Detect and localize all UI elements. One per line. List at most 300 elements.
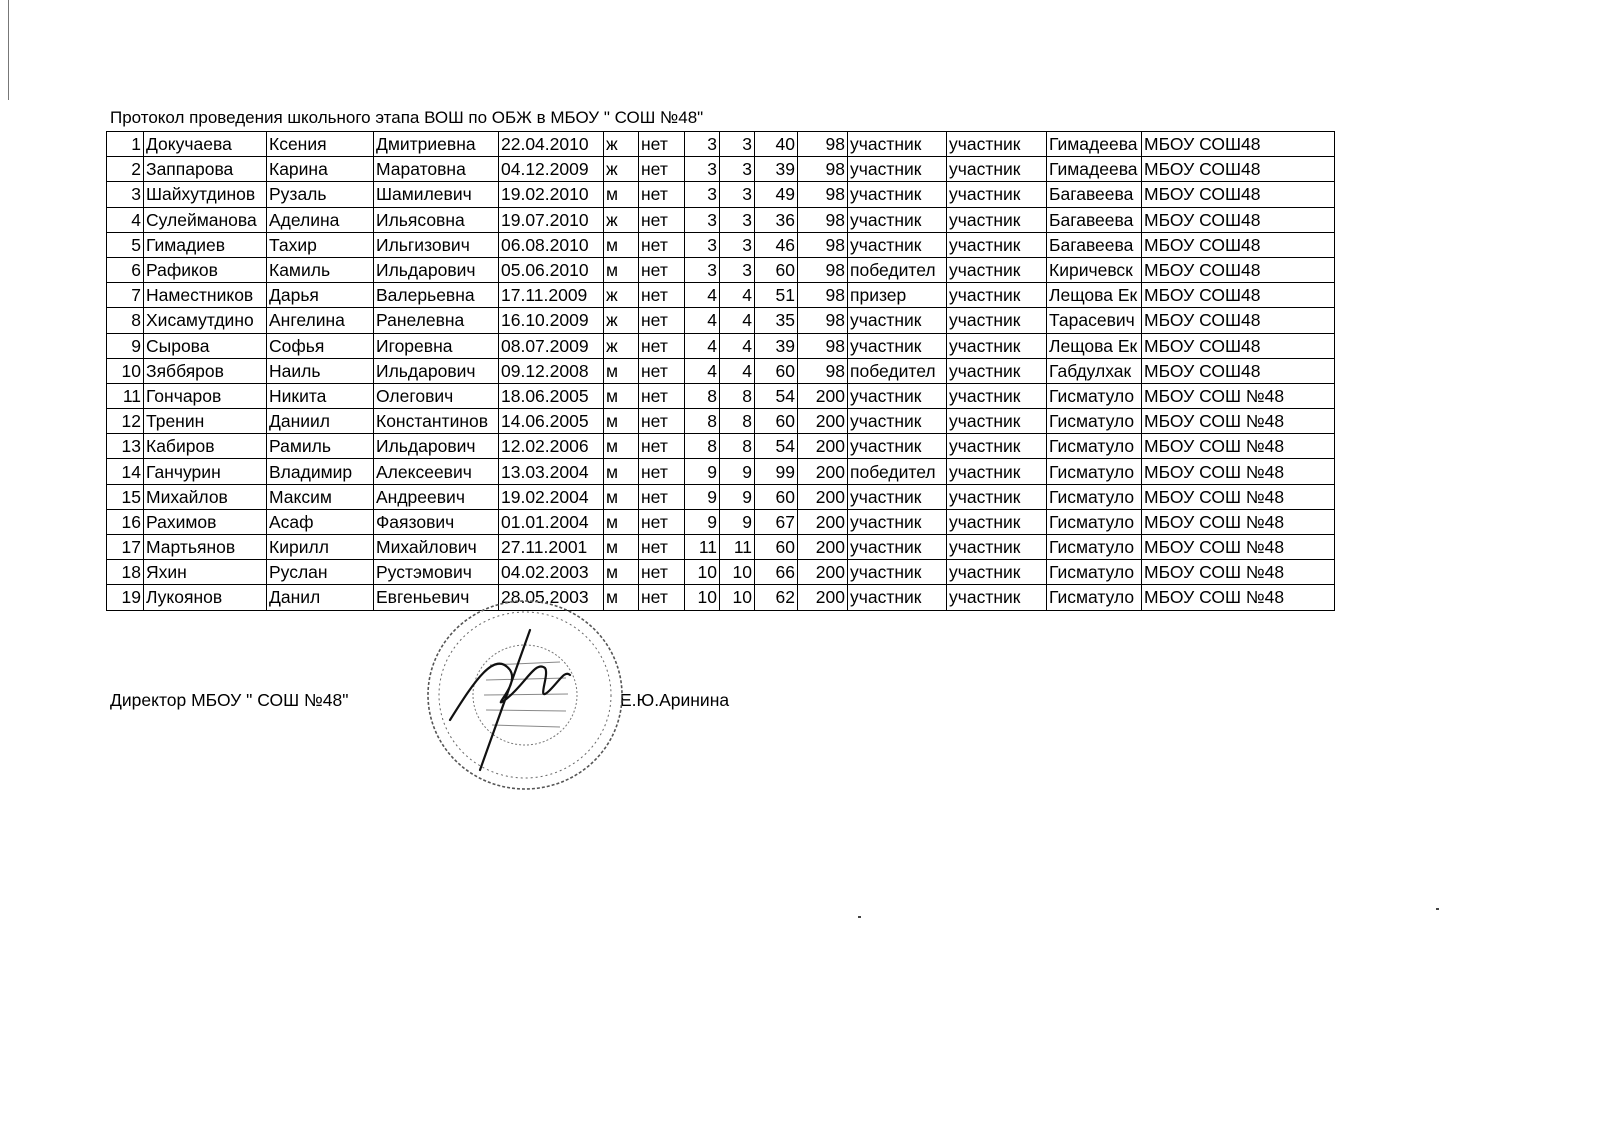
cell-surname: Мартьянов (144, 535, 267, 560)
table-row (107, 333, 1335, 358)
cell-surname: Заппарова (144, 157, 267, 182)
director-title: Директор МБОУ " СОШ №48" (110, 690, 349, 710)
table-row (107, 257, 1335, 282)
cell-status: участник (848, 182, 947, 207)
cell-gender: ж (604, 333, 639, 358)
cell-first-name: Ксения (267, 132, 374, 157)
cell-status: участник (848, 333, 947, 358)
cell-grade: 9 (685, 509, 720, 534)
cell-prev-status: участник (947, 333, 1047, 358)
cell-teacher: Гисматуло (1047, 560, 1142, 585)
cell-gender: ж (604, 207, 639, 232)
cell-grade: 3 (685, 257, 720, 282)
cell-first-name: Асаф (267, 509, 374, 534)
cell-teacher: Гимадеева (1047, 132, 1142, 157)
page-edge-line (8, 0, 9, 100)
cell-gender: м (604, 509, 639, 534)
cell-class: 3 (720, 182, 755, 207)
cell-surname: Гончаров (144, 383, 267, 408)
cell-disability: нет (639, 484, 685, 509)
cell-patronymic: Маратовна (374, 157, 499, 182)
cell-patronymic: Евгеньевич (374, 585, 499, 610)
cell-teacher: Багавеева (1047, 232, 1142, 257)
cell-gender: ж (604, 132, 639, 157)
cell-teacher: Лещова Ек (1047, 283, 1142, 308)
cell-first-name: Даниил (267, 409, 374, 434)
cell-prev-status: участник (947, 560, 1047, 585)
cell-school: МБОУ СОШ №48 (1142, 409, 1335, 434)
cell-prev-status: участник (947, 535, 1047, 560)
cell-gender: м (604, 459, 639, 484)
table-body (107, 132, 1335, 611)
cell-first-name: Наиль (267, 358, 374, 383)
cell-score: 60 (755, 484, 798, 509)
cell-score: 49 (755, 182, 798, 207)
cell-class: 9 (720, 484, 755, 509)
cell-disability: нет (639, 383, 685, 408)
cell-birth-date: 19.02.2010 (499, 182, 604, 207)
cell-gender: ж (604, 157, 639, 182)
document-title: Протокол проведения школьного этапа ВОШ по ОБЖ в МБОУ " СОШ №48" (110, 108, 704, 127)
cell-prev-status: участник (947, 207, 1047, 232)
cell-class: 9 (720, 459, 755, 484)
cell-disability: нет (639, 585, 685, 610)
cell-patronymic: Дмитриевна (374, 132, 499, 157)
cell-first-name: Максим (267, 484, 374, 509)
cell-school: МБОУ СОШ48 (1142, 182, 1335, 207)
cell-index: 8 (107, 308, 144, 333)
cell-prev-status: участник (947, 257, 1047, 282)
cell-prev-status: участник (947, 434, 1047, 459)
cell-grade: 3 (685, 132, 720, 157)
cell-score: 54 (755, 383, 798, 408)
table-row (107, 383, 1335, 408)
cell-class: 9 (720, 509, 755, 534)
cell-grade: 8 (685, 383, 720, 408)
cell-grade: 3 (685, 157, 720, 182)
cell-score: 46 (755, 232, 798, 257)
cell-surname: Наместников (144, 283, 267, 308)
cell-teacher: Габдулхак (1047, 358, 1142, 383)
cell-birth-date: 14.06.2005 (499, 409, 604, 434)
cell-status: участник (848, 383, 947, 408)
cell-surname: Яхин (144, 560, 267, 585)
scan-speck (1436, 908, 1439, 910)
cell-first-name: Ангелина (267, 308, 374, 333)
cell-surname: Гимадиев (144, 232, 267, 257)
cell-status: победител (848, 358, 947, 383)
cell-birth-date: 28.05.2003 (499, 585, 604, 610)
cell-birth-date: 18.06.2005 (499, 383, 604, 408)
cell-patronymic: Алексеевич (374, 459, 499, 484)
cell-max-score: 200 (798, 383, 848, 408)
cell-school: МБОУ СОШ №48 (1142, 560, 1335, 585)
cell-school: МБОУ СОШ48 (1142, 283, 1335, 308)
cell-school: МБОУ СОШ №48 (1142, 459, 1335, 484)
cell-index: 15 (107, 484, 144, 509)
cell-school: МБОУ СОШ48 (1142, 207, 1335, 232)
table-row (107, 308, 1335, 333)
cell-index: 13 (107, 434, 144, 459)
cell-class: 4 (720, 333, 755, 358)
cell-max-score: 98 (798, 308, 848, 333)
cell-grade: 4 (685, 283, 720, 308)
cell-score: 51 (755, 283, 798, 308)
cell-teacher: Багавеева (1047, 207, 1142, 232)
cell-prev-status: участник (947, 308, 1047, 333)
cell-patronymic: Ильдарович (374, 358, 499, 383)
cell-surname: Сулейманова (144, 207, 267, 232)
cell-teacher: Тарасевич (1047, 308, 1142, 333)
cell-index: 3 (107, 182, 144, 207)
cell-disability: нет (639, 560, 685, 585)
cell-teacher: Гисматуло (1047, 459, 1142, 484)
cell-grade: 11 (685, 535, 720, 560)
cell-status: участник (848, 434, 947, 459)
cell-max-score: 98 (798, 232, 848, 257)
cell-disability: нет (639, 434, 685, 459)
cell-disability: нет (639, 333, 685, 358)
cell-school: МБОУ СОШ №48 (1142, 434, 1335, 459)
cell-prev-status: участник (947, 585, 1047, 610)
cell-teacher: Гисматуло (1047, 383, 1142, 408)
cell-class: 3 (720, 232, 755, 257)
cell-birth-date: 06.08.2010 (499, 232, 604, 257)
cell-first-name: Карина (267, 157, 374, 182)
cell-max-score: 98 (798, 283, 848, 308)
cell-class: 10 (720, 560, 755, 585)
cell-status: призер (848, 283, 947, 308)
cell-index: 14 (107, 459, 144, 484)
cell-disability: нет (639, 132, 685, 157)
cell-patronymic: Олегович (374, 383, 499, 408)
table-row (107, 459, 1335, 484)
cell-prev-status: участник (947, 182, 1047, 207)
cell-status: участник (848, 157, 947, 182)
cell-school: МБОУ СОШ48 (1142, 257, 1335, 282)
cell-birth-date: 13.03.2004 (499, 459, 604, 484)
scan-speck (858, 916, 861, 918)
cell-first-name: Владимир (267, 459, 374, 484)
cell-max-score: 200 (798, 509, 848, 534)
cell-status: участник (848, 132, 947, 157)
cell-score: 40 (755, 132, 798, 157)
cell-disability: нет (639, 283, 685, 308)
cell-patronymic: Игоревна (374, 333, 499, 358)
cell-birth-date: 09.12.2008 (499, 358, 604, 383)
table-row (107, 283, 1335, 308)
cell-gender: м (604, 358, 639, 383)
table-row (107, 560, 1335, 585)
signature-stroke (450, 630, 570, 770)
cell-gender: м (604, 257, 639, 282)
cell-class: 3 (720, 157, 755, 182)
cell-patronymic: Михайлович (374, 535, 499, 560)
cell-status: участник (848, 560, 947, 585)
cell-birth-date: 22.04.2010 (499, 132, 604, 157)
cell-first-name: Камиль (267, 257, 374, 282)
cell-index: 12 (107, 409, 144, 434)
cell-max-score: 98 (798, 333, 848, 358)
table-row (107, 182, 1335, 207)
cell-disability: нет (639, 358, 685, 383)
cell-status: участник (848, 409, 947, 434)
cell-status: участник (848, 535, 947, 560)
cell-status: участник (848, 585, 947, 610)
cell-max-score: 98 (798, 182, 848, 207)
cell-surname: Рафиков (144, 257, 267, 282)
cell-gender: м (604, 434, 639, 459)
cell-teacher: Гимадеева (1047, 157, 1142, 182)
table-row (107, 358, 1335, 383)
cell-gender: ж (604, 283, 639, 308)
cell-school: МБОУ СОШ48 (1142, 132, 1335, 157)
cell-patronymic: Ильдарович (374, 434, 499, 459)
cell-school: МБОУ СОШ №48 (1142, 585, 1335, 610)
cell-school: МБОУ СОШ48 (1142, 358, 1335, 383)
cell-first-name: Дарья (267, 283, 374, 308)
cell-patronymic: Андреевич (374, 484, 499, 509)
cell-patronymic: Константинов (374, 409, 499, 434)
cell-teacher: Гисматуло (1047, 434, 1142, 459)
cell-gender: м (604, 182, 639, 207)
cell-class: 10 (720, 585, 755, 610)
cell-prev-status: участник (947, 232, 1047, 257)
cell-status: участник (848, 509, 947, 534)
cell-disability: нет (639, 509, 685, 534)
cell-class: 3 (720, 132, 755, 157)
cell-school: МБОУ СОШ №48 (1142, 484, 1335, 509)
cell-score: 36 (755, 207, 798, 232)
cell-prev-status: участник (947, 509, 1047, 534)
cell-prev-status: участник (947, 409, 1047, 434)
cell-teacher: Багавеева (1047, 182, 1142, 207)
cell-birth-date: 19.02.2004 (499, 484, 604, 509)
cell-grade: 8 (685, 409, 720, 434)
cell-disability: нет (639, 232, 685, 257)
cell-index: 5 (107, 232, 144, 257)
cell-gender: м (604, 560, 639, 585)
cell-score: 60 (755, 257, 798, 282)
cell-school: МБОУ СОШ №48 (1142, 383, 1335, 408)
cell-index: 19 (107, 585, 144, 610)
cell-prev-status: участник (947, 459, 1047, 484)
cell-score: 60 (755, 409, 798, 434)
cell-grade: 9 (685, 459, 720, 484)
cell-max-score: 98 (798, 358, 848, 383)
cell-patronymic: Валерьевна (374, 283, 499, 308)
cell-grade: 4 (685, 308, 720, 333)
cell-max-score: 98 (798, 132, 848, 157)
cell-disability: нет (639, 409, 685, 434)
cell-prev-status: участник (947, 484, 1047, 509)
cell-score: 66 (755, 560, 798, 585)
cell-index: 6 (107, 257, 144, 282)
cell-index: 11 (107, 383, 144, 408)
table-row (107, 535, 1335, 560)
director-name: Е.Ю.Аринина (620, 690, 730, 710)
cell-class: 3 (720, 257, 755, 282)
cell-first-name: Данил (267, 585, 374, 610)
cell-score: 99 (755, 459, 798, 484)
table-row (107, 232, 1335, 257)
cell-max-score: 200 (798, 459, 848, 484)
table-row (107, 509, 1335, 534)
cell-grade: 3 (685, 232, 720, 257)
cell-birth-date: 27.11.2001 (499, 535, 604, 560)
cell-birth-date: 04.02.2003 (499, 560, 604, 585)
cell-max-score: 200 (798, 434, 848, 459)
cell-score: 35 (755, 308, 798, 333)
cell-teacher: Киричевск (1047, 257, 1142, 282)
cell-surname: Тренин (144, 409, 267, 434)
cell-score: 39 (755, 157, 798, 182)
cell-index: 18 (107, 560, 144, 585)
cell-disability: нет (639, 535, 685, 560)
cell-grade: 3 (685, 182, 720, 207)
cell-patronymic: Ильясовна (374, 207, 499, 232)
cell-max-score: 98 (798, 207, 848, 232)
cell-status: участник (848, 207, 947, 232)
cell-index: 4 (107, 207, 144, 232)
cell-grade: 3 (685, 207, 720, 232)
cell-first-name: Тахир (267, 232, 374, 257)
cell-surname: Ганчурин (144, 459, 267, 484)
cell-first-name: Никита (267, 383, 374, 408)
cell-patronymic: Шамилевич (374, 182, 499, 207)
cell-teacher: Гисматуло (1047, 535, 1142, 560)
cell-grade: 10 (685, 585, 720, 610)
table-row (107, 207, 1335, 232)
cell-prev-status: участник (947, 132, 1047, 157)
cell-disability: нет (639, 459, 685, 484)
cell-index: 10 (107, 358, 144, 383)
table-row (107, 434, 1335, 459)
cell-status: победител (848, 257, 947, 282)
cell-birth-date: 19.07.2010 (499, 207, 604, 232)
cell-surname: Михайлов (144, 484, 267, 509)
cell-surname: Рахимов (144, 509, 267, 534)
cell-teacher: Лещова Ек (1047, 333, 1142, 358)
cell-class: 3 (720, 207, 755, 232)
cell-prev-status: участник (947, 383, 1047, 408)
cell-prev-status: участник (947, 157, 1047, 182)
cell-surname: Зяббяров (144, 358, 267, 383)
cell-index: 17 (107, 535, 144, 560)
table-row (107, 484, 1335, 509)
cell-max-score: 200 (798, 409, 848, 434)
cell-first-name: Кирилл (267, 535, 374, 560)
cell-grade: 8 (685, 434, 720, 459)
table-row (107, 409, 1335, 434)
cell-first-name: Аделина (267, 207, 374, 232)
cell-surname: Шайхутдинов (144, 182, 267, 207)
cell-index: 1 (107, 132, 144, 157)
cell-gender: м (604, 383, 639, 408)
cell-score: 62 (755, 585, 798, 610)
cell-school: МБОУ СОШ48 (1142, 308, 1335, 333)
cell-birth-date: 01.01.2004 (499, 509, 604, 534)
cell-school: МБОУ СОШ №48 (1142, 509, 1335, 534)
cell-grade: 4 (685, 358, 720, 383)
cell-surname: Хисамутдино (144, 308, 267, 333)
cell-max-score: 200 (798, 484, 848, 509)
cell-teacher: Гисматуло (1047, 484, 1142, 509)
cell-patronymic: Рустэмович (374, 560, 499, 585)
cell-first-name: Рузаль (267, 182, 374, 207)
cell-max-score: 98 (798, 257, 848, 282)
table-row (107, 585, 1335, 610)
cell-disability: нет (639, 207, 685, 232)
cell-surname: Докучаева (144, 132, 267, 157)
cell-prev-status: участник (947, 283, 1047, 308)
cell-school: МБОУ СОШ №48 (1142, 535, 1335, 560)
cell-gender: м (604, 232, 639, 257)
cell-status: победител (848, 459, 947, 484)
cell-class: 4 (720, 358, 755, 383)
cell-status: участник (848, 484, 947, 509)
cell-grade: 10 (685, 560, 720, 585)
cell-disability: нет (639, 182, 685, 207)
cell-max-score: 98 (798, 157, 848, 182)
cell-disability: нет (639, 157, 685, 182)
cell-surname: Сырова (144, 333, 267, 358)
cell-patronymic: Фаязович (374, 509, 499, 534)
cell-patronymic: Ильдарович (374, 257, 499, 282)
cell-birth-date: 16.10.2009 (499, 308, 604, 333)
cell-first-name: Софья (267, 333, 374, 358)
cell-teacher: Гисматуло (1047, 409, 1142, 434)
cell-grade: 9 (685, 484, 720, 509)
cell-max-score: 200 (798, 535, 848, 560)
table-row (107, 132, 1335, 157)
cell-index: 2 (107, 157, 144, 182)
cell-surname: Лукоянов (144, 585, 267, 610)
cell-prev-status: участник (947, 358, 1047, 383)
cell-max-score: 200 (798, 560, 848, 585)
cell-patronymic: Ранелевна (374, 308, 499, 333)
cell-gender: м (604, 585, 639, 610)
cell-score: 54 (755, 434, 798, 459)
cell-score: 60 (755, 358, 798, 383)
cell-gender: ж (604, 308, 639, 333)
cell-index: 9 (107, 333, 144, 358)
seal-stamp (420, 590, 640, 800)
cell-class: 8 (720, 434, 755, 459)
results-table (106, 131, 1335, 611)
cell-surname: Кабиров (144, 434, 267, 459)
cell-first-name: Руслан (267, 560, 374, 585)
cell-teacher: Гисматуло (1047, 509, 1142, 534)
cell-score: 60 (755, 535, 798, 560)
cell-class: 4 (720, 308, 755, 333)
cell-birth-date: 08.07.2009 (499, 333, 604, 358)
cell-score: 39 (755, 333, 798, 358)
cell-grade: 4 (685, 333, 720, 358)
cell-disability: нет (639, 308, 685, 333)
cell-gender: м (604, 535, 639, 560)
cell-patronymic: Ильгизович (374, 232, 499, 257)
cell-class: 11 (720, 535, 755, 560)
cell-birth-date: 04.12.2009 (499, 157, 604, 182)
cell-birth-date: 12.02.2006 (499, 434, 604, 459)
cell-school: МБОУ СОШ48 (1142, 333, 1335, 358)
cell-score: 67 (755, 509, 798, 534)
cell-gender: м (604, 484, 639, 509)
cell-class: 4 (720, 283, 755, 308)
cell-class: 8 (720, 383, 755, 408)
cell-birth-date: 05.06.2010 (499, 257, 604, 282)
